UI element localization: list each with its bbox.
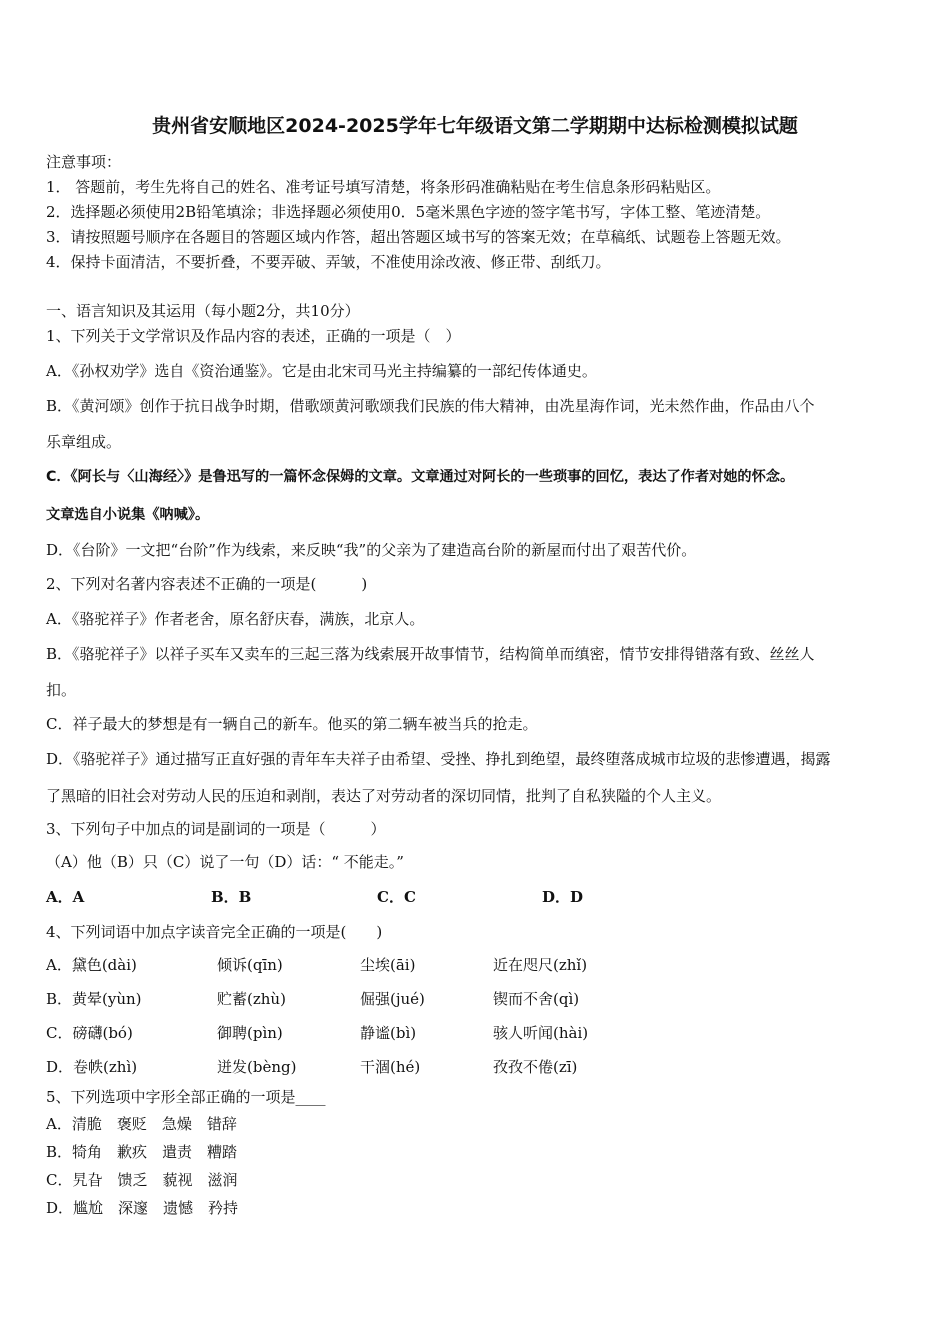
question-5-option-d: D．尴尬 深邃 遗憾 矜持 [46, 1199, 239, 1217]
question-4-stem: 4、下列词语中加点字读音完全正确的一项是( ) [46, 923, 383, 941]
question-4-cell: 御聘(pìn) [217, 1024, 283, 1042]
question-5-option-a: A．清脆 褒贬 急燥 错辞 [46, 1115, 237, 1133]
question-4-cell: 锲而不舍(qì) [493, 990, 580, 1008]
question-4-cell: B．黄晕(yùn) [46, 990, 142, 1008]
question-4-cell: 迸发(bèng) [217, 1058, 297, 1076]
question-3-option-c: C．C [377, 888, 416, 906]
question-4-cell: 尘埃(āi) [360, 956, 416, 974]
notice-heading: 注意事项： [46, 153, 122, 171]
question-4-cell: D．卷帙(zhì) [46, 1058, 138, 1076]
question-2-option-a: A．《骆驼祥子》作者老舍，原名舒庆春，满族，北京人。 [46, 610, 425, 628]
question-1-option-c-cont: 文章选自小说集《呐喊》。 [46, 507, 210, 523]
page-title: 贵州省安顺地区2024-2025学年七年级语文第二学期期中达标检测模拟试题 [152, 115, 798, 137]
question-2-option-b: B．《骆驼祥子》以祥子买车又卖车的三起三落为线索展开故事情节，结构简单而缜密，情节安排得错落有致、丝丝人 [46, 645, 815, 663]
question-2-option-b-cont: 扣。 [46, 681, 77, 699]
question-1-stem: 1、下列关于文学常识及作品内容的表述，正确的一项是（ ） [46, 327, 461, 345]
question-4-cell: 静谧(bì) [360, 1024, 417, 1042]
question-3-stem: 3、下列句子中加点的词是副词的一项是（ ） [46, 820, 386, 838]
question-1-option-a: A．《孙权劝学》选自《资治通鉴》。它是由北宋司马光主持编纂的一部纪传体通史。 [46, 362, 597, 380]
question-3-option-a: A．A [46, 888, 85, 906]
question-5-option-b: B．犄角 歉疚 遣责 糟踏 [46, 1143, 238, 1161]
question-2-option-d-cont: 了黑暗的旧社会对劳动人民的压迫和剥削，表达了对劳动者的深切同情，批判了自私狭隘的个人主义。 [46, 787, 722, 805]
question-5-stem: 5、下列选项中字形全部正确的一项是____ [46, 1088, 326, 1106]
question-2-stem: 2、下列对名著内容表述不正确的一项是( ) [46, 575, 368, 593]
question-2-option-c: C．祥子最大的梦想是有一辆自己的新车。他买的第二辆车被当兵的抢走。 [46, 715, 538, 733]
question-4-cell: 倾诉(qīn) [217, 956, 283, 974]
question-4-cell: 近在咫尺(zhǐ) [493, 956, 588, 974]
question-5-option-c: C．旯旮 馈乏 藐视 滋润 [46, 1171, 238, 1189]
question-1-option-c: C．《阿长与〈山海经〉》是鲁迅写的一篇怀念保姆的文章。文章通过对阿长的一些琐事的回忆，表达了作者对她的怀念。 [46, 469, 795, 485]
question-1-option-b-cont: 乐章组成。 [46, 433, 122, 451]
question-2-option-d: D．《骆驼祥子》通过描写正直好强的青年车夫祥子由希望、受挫、挣扎到绝望，最终堕落成城市垃圾的悲惨遭遇，揭露 [46, 750, 831, 768]
question-4-cell: 倔强(jué) [360, 990, 425, 1008]
question-4-cell: C．磅礴(bó) [46, 1024, 133, 1042]
question-3-option-d: D．D [542, 888, 584, 906]
notice-item: 2．选择题必须使用2B铅笔填涂；非选择题必须使用0．5毫米黑色字迹的签字笔书写，字体工整、笔迹清楚。 [46, 203, 771, 221]
notice-item: 4．保持卡面清洁，不要折叠，不要弄破、弄皱，不准使用涂改液、修正带、刮纸刀。 [46, 253, 611, 271]
question-4-cell: 贮蓄(zhù) [217, 990, 286, 1008]
question-4-cell: 孜孜不倦(zī) [493, 1058, 578, 1076]
question-4-cell: A．黛色(dài) [46, 956, 137, 974]
question-4-cell: 骇人听闻(hài) [493, 1024, 589, 1042]
section-heading: 一、语言知识及其运用（每小题2分，共10分） [46, 302, 360, 320]
question-1-option-d: D．《台阶》一文把“台阶”作为线索，来反映“我”的父亲为了建造高台阶的新屋而付出了艰苦代价。 [46, 541, 697, 559]
question-3-sentence: （A）他（B）只（C）说了一句（D）话：“ 不能走。” [46, 853, 404, 871]
notice-item: 3．请按照题号顺序在各题目的答题区域内作答，超出答题区域书写的答案无效；在草稿纸、试题卷上答题无效。 [46, 228, 791, 246]
question-3-option-b: B．B [211, 888, 252, 906]
question-1-option-b: B．《黄河颂》创作于抗日战争时期，借歌颂黄河歌颂我们民族的伟大精神，由冼星海作词，光未然作曲，作品由八个 [46, 397, 815, 415]
notice-item: 1． 答题前，考生先将自己的姓名、准考证号填写清楚，将条形码准确粘贴在考生信息条形码粘贴区。 [46, 178, 721, 196]
question-4-cell: 干涸(hé) [360, 1058, 421, 1076]
